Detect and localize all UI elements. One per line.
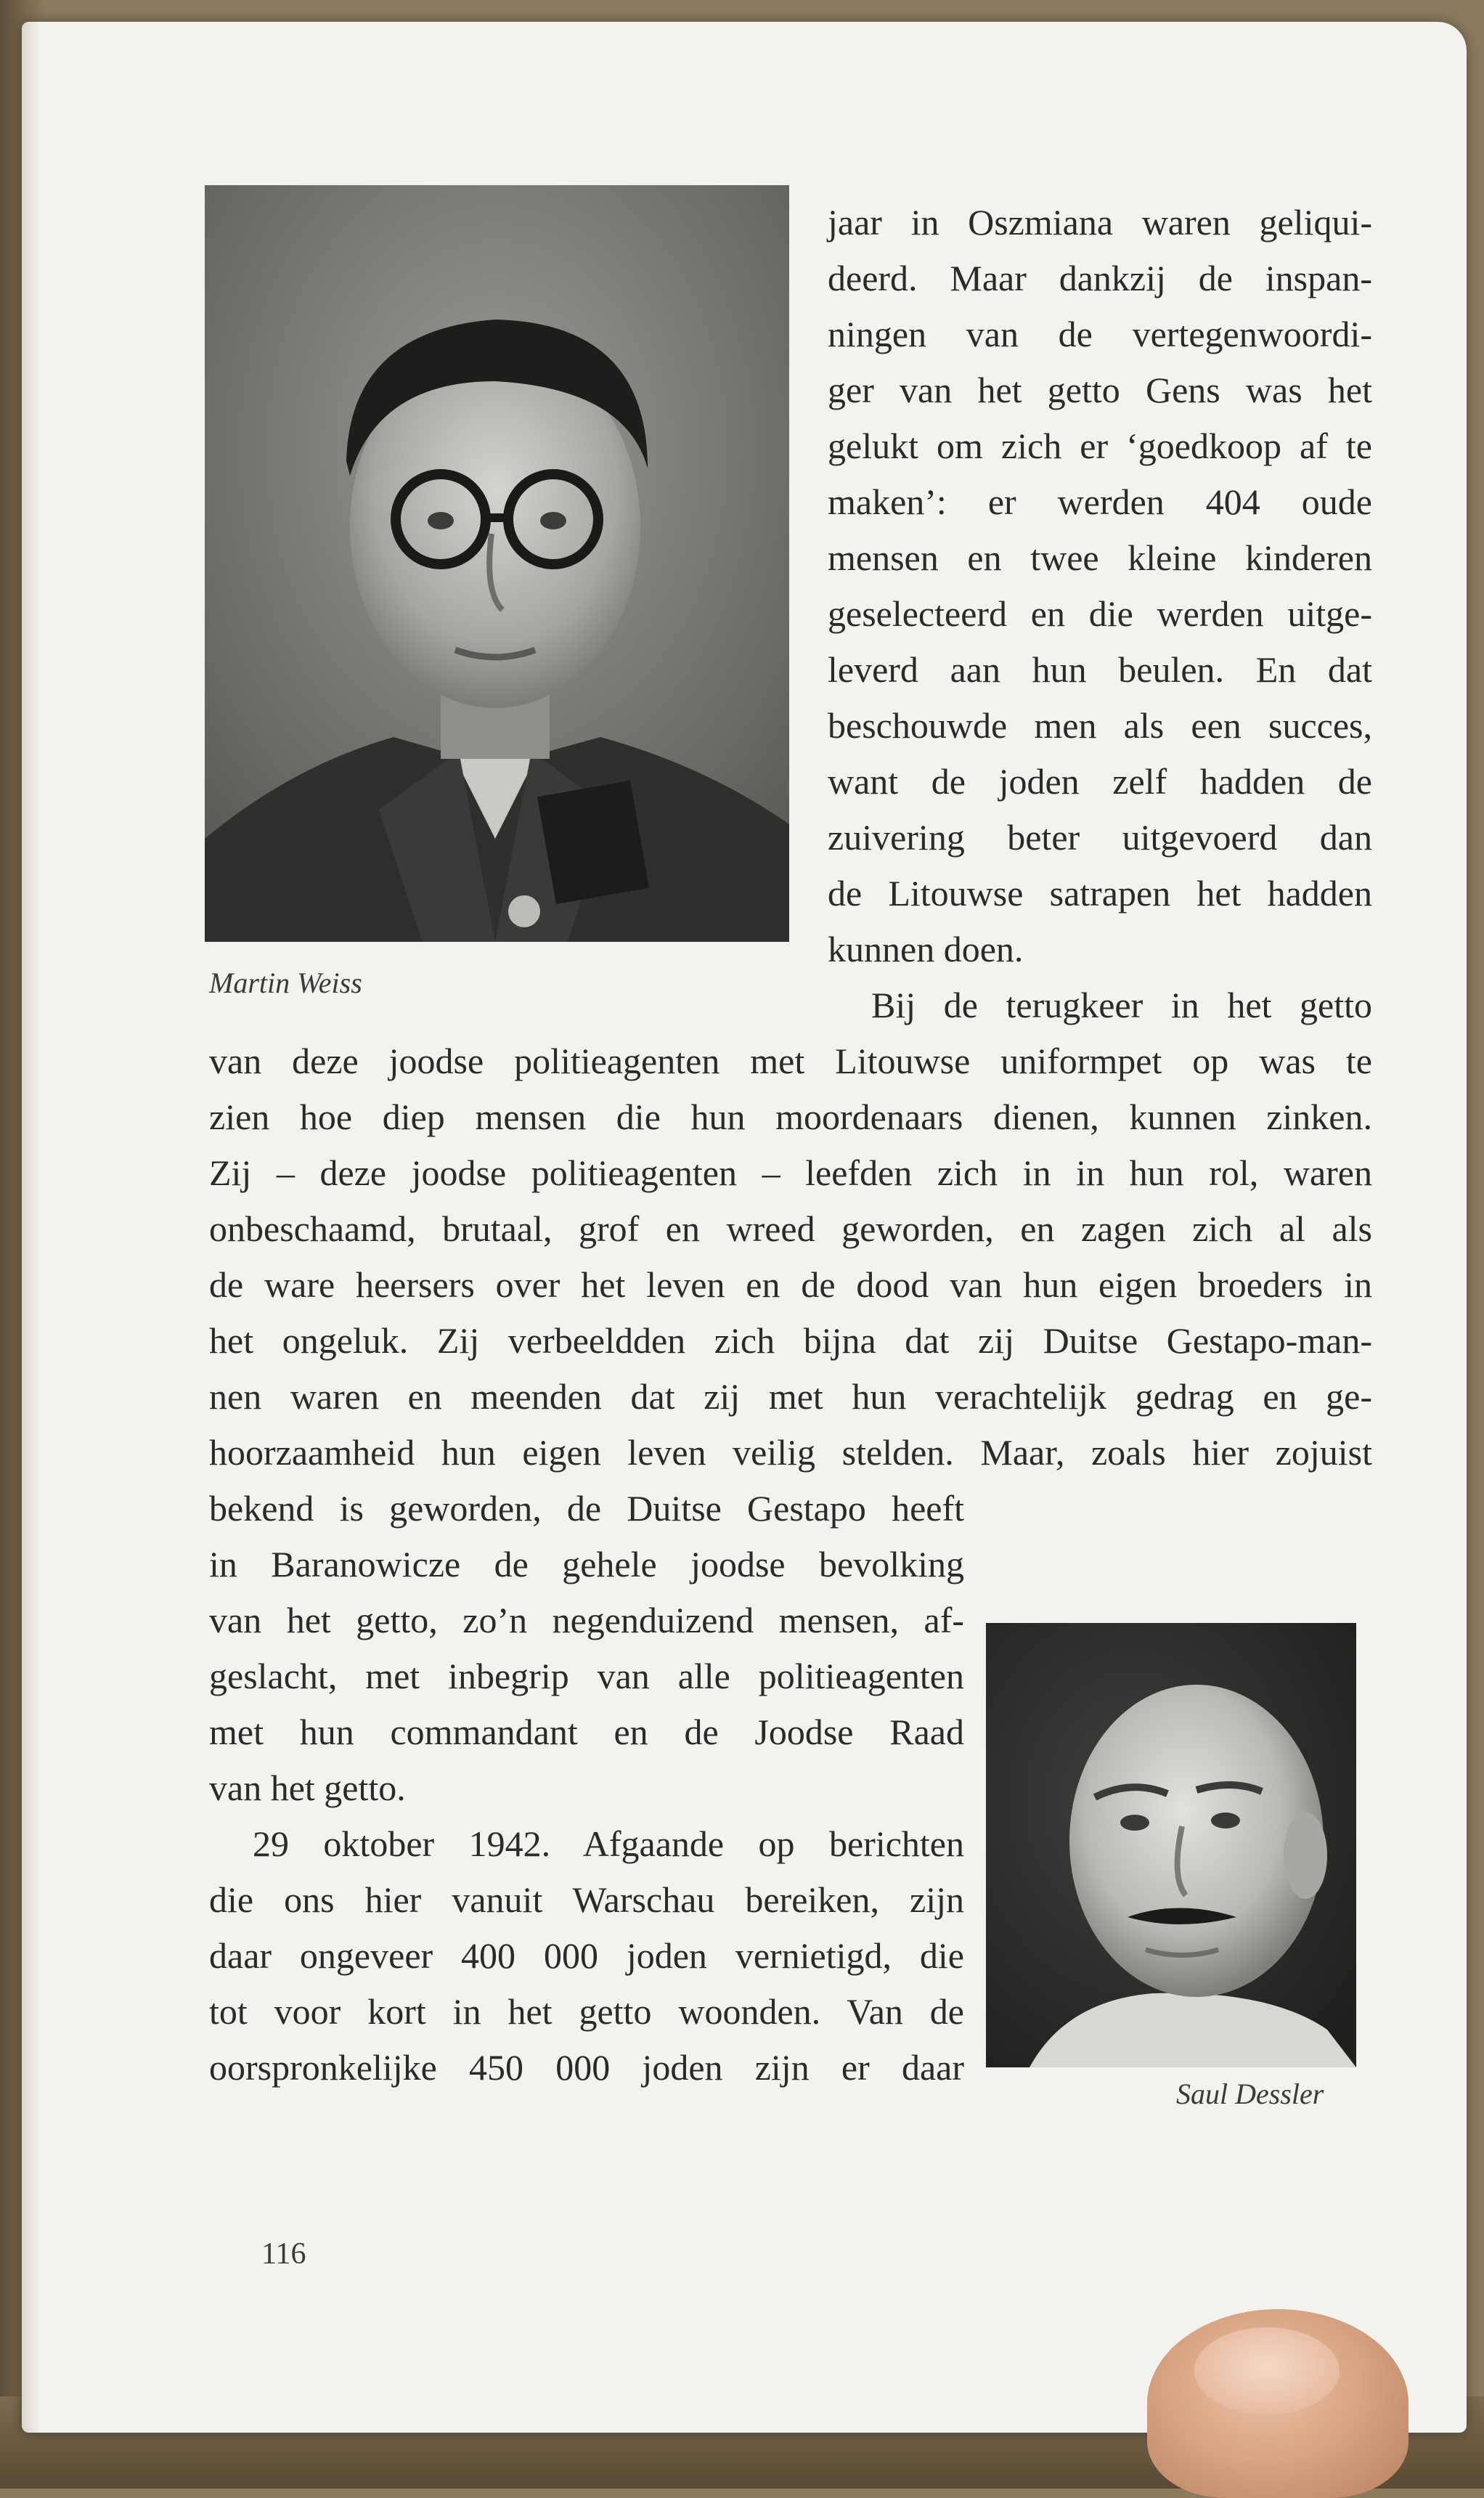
text-line: ningen van de vertegenwoordi- (828, 314, 1372, 354)
text-line: mensen en twee kleine kinderen (828, 537, 1372, 578)
text-line: oorspronkelijke 450 000 joden zijn er daar (209, 2047, 964, 2088)
thumbnail-nail (1194, 2327, 1340, 2414)
photo-martin-weiss (205, 185, 789, 942)
photo-saul-dessler (986, 1623, 1356, 2067)
text-line: van deze joodse politieagenten met Litouwse uniformpet op was te (209, 1041, 1372, 1081)
text-line: tot voor kort in het getto woonden. Van de (209, 1991, 964, 2032)
text-line: in Baranowicze de gehele joodse bevolking (209, 1544, 964, 1584)
text-line: geselecteerd en die werden uitge- (828, 593, 1372, 634)
text-line: bekend is geworden, de Duitse Gestapo heeft (209, 1488, 964, 1529)
text-line: hoorzaamheid hun eigen leven veilig stelden. Maar, zoals hier zojuist (209, 1432, 1372, 1473)
page-number: 116 (261, 2237, 306, 2271)
text-line: ger van het getto Gens was het (828, 370, 1372, 410)
caption-saul-dessler: Saul Dessler (1176, 2078, 1324, 2110)
text-line: de ware heersers over het leven en de dood van hun eigen broeders in (209, 1264, 1372, 1305)
text-line: geslacht, met inbegrip van alle politieagenten (209, 1656, 964, 1696)
text-line: deerd. Maar dankzij de inspan- (828, 258, 1372, 298)
text-line: het ongeluk. Zij verbeeldden zich bijna dat zij Duitse Gestapo-man- (209, 1320, 1372, 1361)
book-page (22, 22, 1467, 2433)
text-line: met hun commandant en de Joodse Raad (209, 1712, 964, 1752)
text-line: 29 oktober 1942. Afgaande op berichten (253, 1823, 964, 1864)
text-line: nen waren en meenden dat zij met hun verachtelijk gedrag en ge- (209, 1376, 1372, 1417)
text-line: de Litouwse satrapen het hadden (828, 873, 1372, 914)
text-line: jaar in Oszmiana waren geliqui- (828, 202, 1372, 243)
text-line: zien hoe diep mensen die hun moordenaars dienen, kunnen zinken. (209, 1097, 1372, 1137)
page-gutter-shadow (22, 22, 41, 2433)
text-line: maken’: er werden 404 oude (828, 481, 1372, 522)
text-line: van het getto, zo’n negenduizend mensen, af- (209, 1600, 964, 1640)
text-line: Bij de terugkeer in het getto (871, 985, 1372, 1025)
text-line: leverd aan hun beulen. En dat (828, 649, 1372, 690)
text-line: kunnen doen. (828, 929, 1024, 969)
text-line: daar ongeveer 400 000 joden vernietigd, die (209, 1935, 964, 1976)
text-line: onbeschaamd, brutaal, grof en wreed geworden, en zagen zich al als (209, 1208, 1372, 1249)
caption-martin-weiss: Martin Weiss (209, 967, 362, 999)
text-line: die ons hier vanuit Warschau bereiken, zijn (209, 1879, 964, 1920)
text-line: zuivering beter uitgevoerd dan (828, 817, 1372, 858)
text-line: want de joden zelf hadden de (828, 761, 1372, 802)
text-line: beschouwde men als een succes, (828, 705, 1372, 746)
text-line: gelukt om zich er ‘goedkoop af te (828, 426, 1372, 466)
text-line: van het getto. (209, 1767, 406, 1808)
text-line: Zij – deze joodse politieagenten – leefden zich in in hun rol, waren (209, 1152, 1372, 1193)
